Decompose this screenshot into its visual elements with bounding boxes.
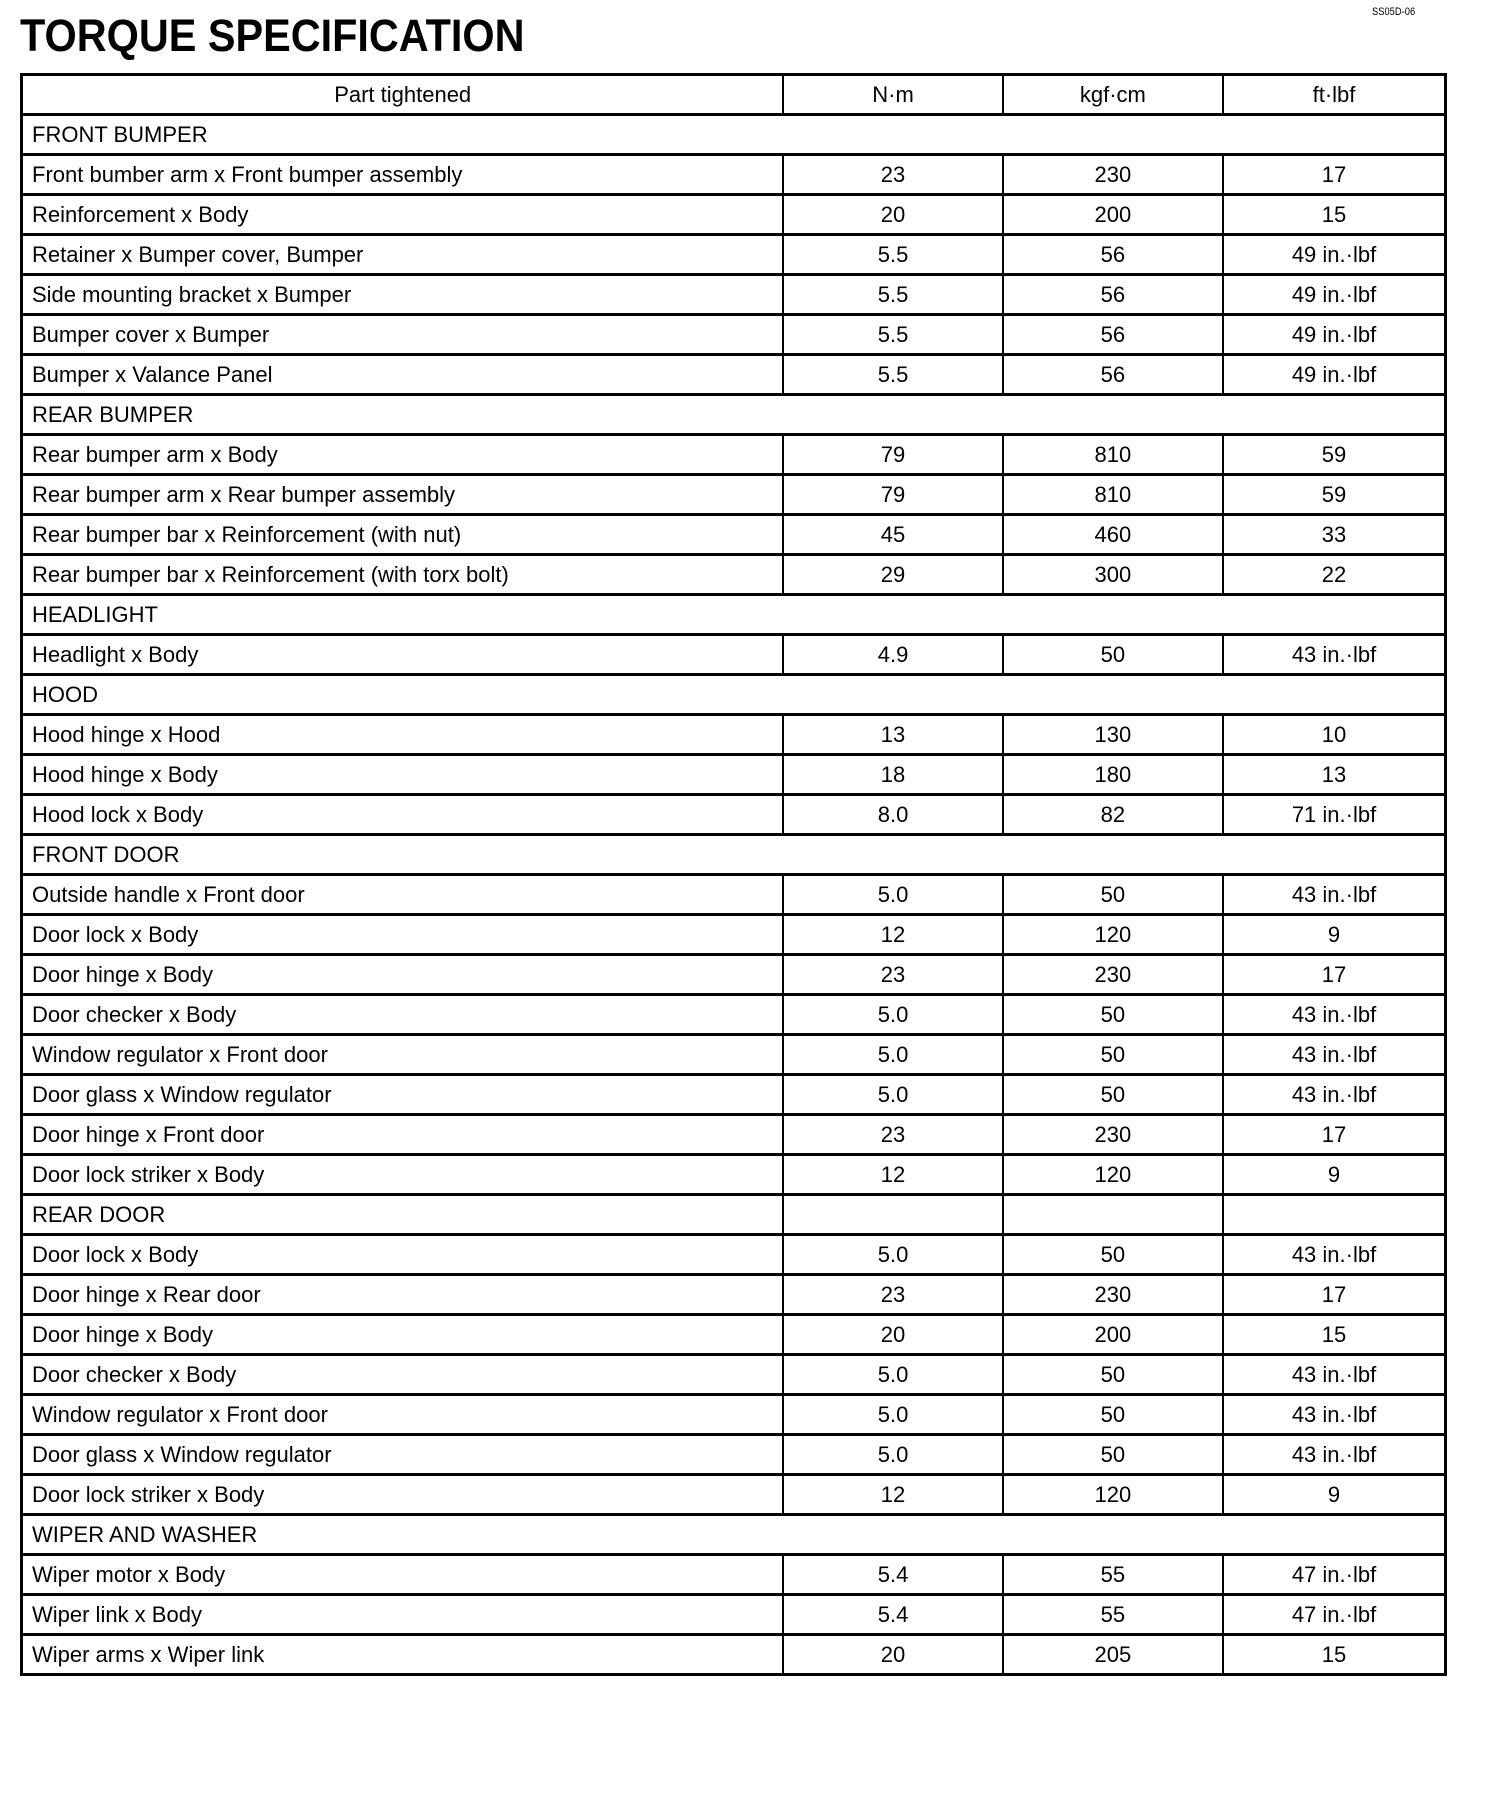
table-row [22,435,1446,475]
nm-cell: 20 [783,195,1002,235]
kgfcm-cell: 82 [1003,795,1223,835]
column-header-ftlbf: ft·lbf [1223,75,1445,115]
section-heading: FRONT BUMPER [22,115,1446,155]
section-heading: REAR DOOR [22,1195,784,1235]
part-cell: Retainer x Bumper cover, Bumper [22,235,784,275]
table-row [22,755,1446,795]
table-row [22,315,1446,355]
kgfcm-cell: 205 [1003,1635,1223,1675]
ftlbf-cell: 43 in.·lbf [1223,875,1445,915]
part-cell: Front bumber arm x Front bumper assembly [22,155,784,195]
kgfcm-cell: 120 [1003,1155,1223,1195]
part-cell: Rear bumper arm x Body [22,435,784,475]
kgfcm-cell: 56 [1003,275,1223,315]
part-cell: Hood lock x Body [22,795,784,835]
ftlbf-cell: 49 in.·lbf [1223,315,1445,355]
nm-cell: 5.5 [783,275,1002,315]
nm-cell: 13 [783,715,1002,755]
part-cell: Door hinge x Body [22,1315,784,1355]
nm-cell: 8.0 [783,795,1002,835]
nm-cell: 79 [783,475,1002,515]
ftlbf-cell: 33 [1223,515,1445,555]
nm-cell: 5.0 [783,1075,1002,1115]
table-row [22,875,1446,915]
ftlbf-cell: 43 in.·lbf [1223,1035,1445,1075]
table-row [22,1315,1446,1355]
part-cell: Window regulator x Front door [22,1395,784,1435]
nm-cell: 12 [783,1475,1002,1515]
part-cell: Bumper cover x Bumper [22,315,784,355]
table-row [22,1435,1446,1475]
kgfcm-cell: 55 [1003,1595,1223,1635]
empty-cell [783,1195,1002,1235]
kgfcm-cell: 55 [1003,1555,1223,1595]
kgfcm-cell: 810 [1003,435,1223,475]
page-title: TORQUE SPECIFICATION [20,10,525,61]
ftlbf-cell: 17 [1223,955,1445,995]
ftlbf-cell: 43 in.·lbf [1223,1395,1445,1435]
table-row [22,1475,1446,1515]
ftlbf-cell: 43 in.·lbf [1223,1235,1445,1275]
ftlbf-cell: 43 in.·lbf [1223,1075,1445,1115]
empty-cell [1223,1195,1445,1235]
table-row [22,555,1446,595]
kgfcm-cell: 56 [1003,355,1223,395]
column-header-kgfcm: kgf·cm [1003,75,1223,115]
ftlbf-cell: 9 [1223,915,1445,955]
kgfcm-cell: 200 [1003,1315,1223,1355]
part-cell: Door lock striker x Body [22,1155,784,1195]
ftlbf-cell: 43 in.·lbf [1223,1435,1445,1475]
table-row [22,1035,1446,1075]
table-row [22,355,1446,395]
table-row [22,155,1446,195]
section-row [22,675,1446,715]
kgfcm-cell: 50 [1003,635,1223,675]
nm-cell: 20 [783,1315,1002,1355]
nm-cell: 12 [783,1155,1002,1195]
part-cell: Wiper motor x Body [22,1555,784,1595]
section-heading: WIPER AND WASHER [22,1515,1446,1555]
table-row [22,1155,1446,1195]
part-cell: Outside handle x Front door [22,875,784,915]
nm-cell: 5.5 [783,235,1002,275]
nm-cell: 5.5 [783,355,1002,395]
ftlbf-cell: 15 [1223,1315,1445,1355]
part-cell: Door checker x Body [22,995,784,1035]
torque-table [20,73,1447,1676]
section-heading: HOOD [22,675,1446,715]
column-header-nm: N·m [783,75,1002,115]
table-row [22,955,1446,995]
part-cell: Door glass x Window regulator [22,1435,784,1475]
nm-cell: 12 [783,915,1002,955]
nm-cell: 45 [783,515,1002,555]
nm-cell: 5.0 [783,1035,1002,1075]
nm-cell: 5.0 [783,1435,1002,1475]
section-row [22,115,1446,155]
part-cell: Door glass x Window regulator [22,1075,784,1115]
part-cell: Door lock striker x Body [22,1475,784,1515]
part-cell: Door hinge x Body [22,955,784,995]
document-code: SS05D-06 [1372,6,1416,18]
section-row [22,395,1446,435]
kgfcm-cell: 50 [1003,875,1223,915]
nm-cell: 23 [783,1115,1002,1155]
part-cell: Window regulator x Front door [22,1035,784,1075]
kgfcm-cell: 810 [1003,475,1223,515]
nm-cell: 5.0 [783,995,1002,1035]
kgfcm-cell: 300 [1003,555,1223,595]
section-row [22,1515,1446,1555]
kgfcm-cell: 50 [1003,1075,1223,1115]
kgfcm-cell: 50 [1003,1035,1223,1075]
nm-cell: 5.0 [783,1355,1002,1395]
section-row [22,835,1446,875]
nm-cell: 23 [783,155,1002,195]
ftlbf-cell: 17 [1223,1115,1445,1155]
ftlbf-cell: 43 in.·lbf [1223,1355,1445,1395]
kgfcm-cell: 200 [1003,195,1223,235]
ftlbf-cell: 59 [1223,435,1445,475]
ftlbf-cell: 15 [1223,1635,1445,1675]
part-cell: Rear bumper bar x Reinforcement (with torx bolt) [22,555,784,595]
part-cell: Wiper link x Body [22,1595,784,1635]
nm-cell: 23 [783,1275,1002,1315]
ftlbf-cell: 49 in.·lbf [1223,235,1445,275]
kgfcm-cell: 50 [1003,1395,1223,1435]
table-row [22,1635,1446,1675]
kgfcm-cell: 56 [1003,315,1223,355]
ftlbf-cell: 15 [1223,195,1445,235]
section-row [22,1195,1446,1235]
kgfcm-cell: 130 [1003,715,1223,755]
table-row [22,1275,1446,1315]
ftlbf-cell: 9 [1223,1475,1445,1515]
kgfcm-cell: 50 [1003,1235,1223,1275]
part-cell: Hood hinge x Hood [22,715,784,755]
part-cell: Hood hinge x Body [22,755,784,795]
ftlbf-cell: 9 [1223,1155,1445,1195]
kgfcm-cell: 50 [1003,1355,1223,1395]
table-row [22,1235,1446,1275]
nm-cell: 4.9 [783,635,1002,675]
kgfcm-cell: 180 [1003,755,1223,795]
nm-cell: 20 [783,1635,1002,1675]
nm-cell: 23 [783,955,1002,995]
table-row [22,795,1446,835]
ftlbf-cell: 22 [1223,555,1445,595]
section-heading: HEADLIGHT [22,595,1446,635]
table-row [22,1595,1446,1635]
nm-cell: 5.0 [783,1235,1002,1275]
table-row [22,1395,1446,1435]
nm-cell: 5.0 [783,1395,1002,1435]
empty-cell [1003,1195,1223,1235]
kgfcm-cell: 50 [1003,1435,1223,1475]
part-cell: Rear bumper arm x Rear bumper assembly [22,475,784,515]
part-cell: Door lock x Body [22,915,784,955]
ftlbf-cell: 47 in.·lbf [1223,1555,1445,1595]
ftlbf-cell: 13 [1223,755,1445,795]
table-row [22,515,1446,555]
ftlbf-cell: 71 in.·lbf [1223,795,1445,835]
nm-cell: 5.5 [783,315,1002,355]
table-row [22,915,1446,955]
nm-cell: 5.0 [783,875,1002,915]
section-heading: REAR BUMPER [22,395,1446,435]
kgfcm-cell: 460 [1003,515,1223,555]
section-heading: FRONT DOOR [22,835,1446,875]
part-cell: Door checker x Body [22,1355,784,1395]
table-row [22,275,1446,315]
ftlbf-cell: 43 in.·lbf [1223,635,1445,675]
part-cell: Bumper x Valance Panel [22,355,784,395]
table-row [22,715,1446,755]
ftlbf-cell: 17 [1223,155,1445,195]
table-row [22,1355,1446,1395]
column-header-part: Part tightened [22,75,784,115]
ftlbf-cell: 59 [1223,475,1445,515]
table-row [22,1115,1446,1155]
kgfcm-cell: 230 [1003,955,1223,995]
part-cell: Door hinge x Rear door [22,1275,784,1315]
ftlbf-cell: 10 [1223,715,1445,755]
kgfcm-cell: 230 [1003,1115,1223,1155]
part-cell: Side mounting bracket x Bumper [22,275,784,315]
table-row [22,635,1446,675]
part-cell: Reinforcement x Body [22,195,784,235]
ftlbf-cell: 49 in.·lbf [1223,355,1445,395]
table-row [22,995,1446,1035]
kgfcm-cell: 120 [1003,915,1223,955]
ftlbf-cell: 47 in.·lbf [1223,1595,1445,1635]
part-cell: Headlight x Body [22,635,784,675]
kgfcm-cell: 120 [1003,1475,1223,1515]
kgfcm-cell: 230 [1003,155,1223,195]
table-row [22,235,1446,275]
kgfcm-cell: 56 [1003,235,1223,275]
section-row [22,595,1446,635]
part-cell: Door hinge x Front door [22,1115,784,1155]
table-row [22,1075,1446,1115]
part-cell: Rear bumper bar x Reinforcement (with nut) [22,515,784,555]
part-cell: Door lock x Body [22,1235,784,1275]
nm-cell: 5.4 [783,1555,1002,1595]
table-row [22,1555,1446,1595]
kgfcm-cell: 230 [1003,1275,1223,1315]
table-row [22,195,1446,235]
ftlbf-cell: 49 in.·lbf [1223,275,1445,315]
ftlbf-cell: 17 [1223,1275,1445,1315]
part-cell: Wiper arms x Wiper link [22,1635,784,1675]
kgfcm-cell: 50 [1003,995,1223,1035]
nm-cell: 79 [783,435,1002,475]
nm-cell: 5.4 [783,1595,1002,1635]
table-header-row [22,75,1446,115]
table-row [22,475,1446,515]
nm-cell: 29 [783,555,1002,595]
ftlbf-cell: 43 in.·lbf [1223,995,1445,1035]
nm-cell: 18 [783,755,1002,795]
